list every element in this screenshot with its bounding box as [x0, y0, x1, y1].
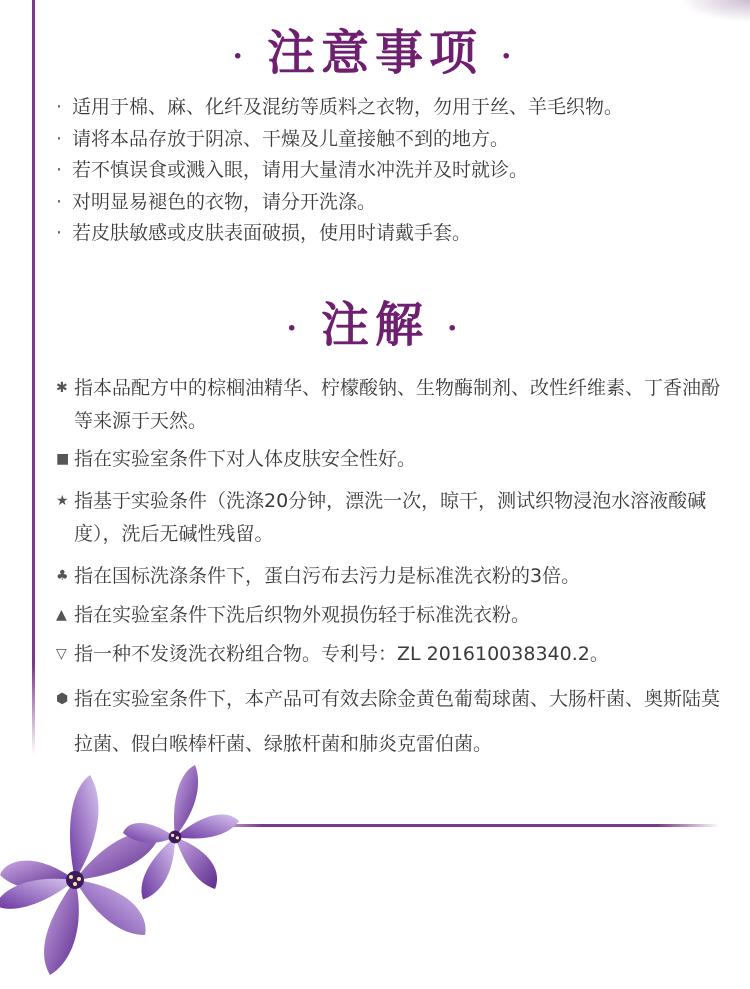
- list-item: [56, 677, 726, 767]
- title-dot-left: ·: [232, 39, 249, 74]
- list-item: [56, 372, 726, 438]
- club-icon: ♣: [56, 568, 69, 584]
- title-dot-left: ·: [286, 311, 303, 346]
- notice-title: [0, 14, 750, 83]
- annotation-text: 指一种不发烫洗衣粉组合物。专利号：ZL 201610038340.2。: [74, 643, 609, 665]
- list-item: [56, 218, 726, 250]
- notice-text: 对明显易褪色的衣物，请分开洗涤。: [72, 190, 377, 213]
- frame-bottom-border: [200, 824, 720, 827]
- list-item: [56, 124, 726, 156]
- annotation-text: 指在国标洗涤条件下，蛋白污布去污力是标准洗衣粉的3倍。: [74, 565, 581, 587]
- notice-text: 若不慎误食或溅入眼，请用大量清水冲洗并及时就诊。: [72, 159, 529, 181]
- annotations-list: [56, 372, 726, 767]
- annotations-title-text: 注解: [320, 297, 429, 353]
- bullet-icon: ·: [56, 127, 63, 150]
- purple-flower-icon: [0, 755, 260, 989]
- bullet-icon: ·: [56, 190, 63, 213]
- bullet-icon: ·: [56, 159, 63, 181]
- title-dot-right: ·: [501, 39, 518, 74]
- title-dot-right: ·: [447, 311, 464, 346]
- triangle-down-icon: ▽: [56, 646, 67, 662]
- annotation-text: 指在实验室条件下，本产品可有效去除金黄色葡萄球菌、大肠杆菌、奥斯陆莫拉菌、假白喉棒杆菌、绿脓杆菌和肺炎克雷伯菌。: [74, 688, 721, 755]
- list-item: [56, 92, 726, 124]
- triangle-icon: ▲: [56, 607, 67, 623]
- square-icon: ■: [56, 451, 70, 467]
- list-item: [56, 187, 726, 219]
- list-item: [56, 443, 726, 476]
- list-item: [56, 560, 726, 593]
- star-icon: ★: [56, 493, 69, 509]
- annotation-text: 指本品配方中的棕榈油精华、柠檬酸钠、生物酶制剂、改性纤维素、丁香油酚等来源于天然。: [74, 377, 721, 432]
- frame-left-border: [32, 0, 35, 755]
- bullet-icon: ·: [56, 222, 63, 244]
- notice-title-text: 注意事项: [266, 25, 483, 81]
- notice-text: 适用于棉、麻、化纤及混纺等质料之衣物，勿用于丝、羊毛织物。: [72, 96, 624, 118]
- notice-text: 若皮肤敏感或皮肤表面破损，使用时请戴手套。: [72, 222, 472, 244]
- notice-list: [56, 92, 726, 250]
- list-item: [56, 485, 726, 551]
- list-item: [56, 155, 726, 187]
- asterisk-icon: ✱: [56, 380, 68, 396]
- annotations-title: [0, 286, 750, 355]
- bullet-icon: ·: [56, 96, 63, 118]
- hexagon-icon: ⬢: [56, 691, 69, 707]
- annotation-text: 指在实验室条件下对人体皮肤安全性好。: [74, 448, 417, 470]
- notice-text: 请将本品存放于阴凉、干燥及儿童接触不到的地方。: [72, 127, 510, 150]
- annotation-text: 指在实验室条件下洗后织物外观损伤轻于标准洗衣粉。: [74, 604, 531, 626]
- list-item: [56, 599, 726, 632]
- annotation-text: 指基于实验条件（洗涤20分钟，漂洗一次，晾干，测试织物浸泡水溶液酸碱度），洗后无碱性残留。: [74, 490, 707, 545]
- list-item: [56, 638, 726, 671]
